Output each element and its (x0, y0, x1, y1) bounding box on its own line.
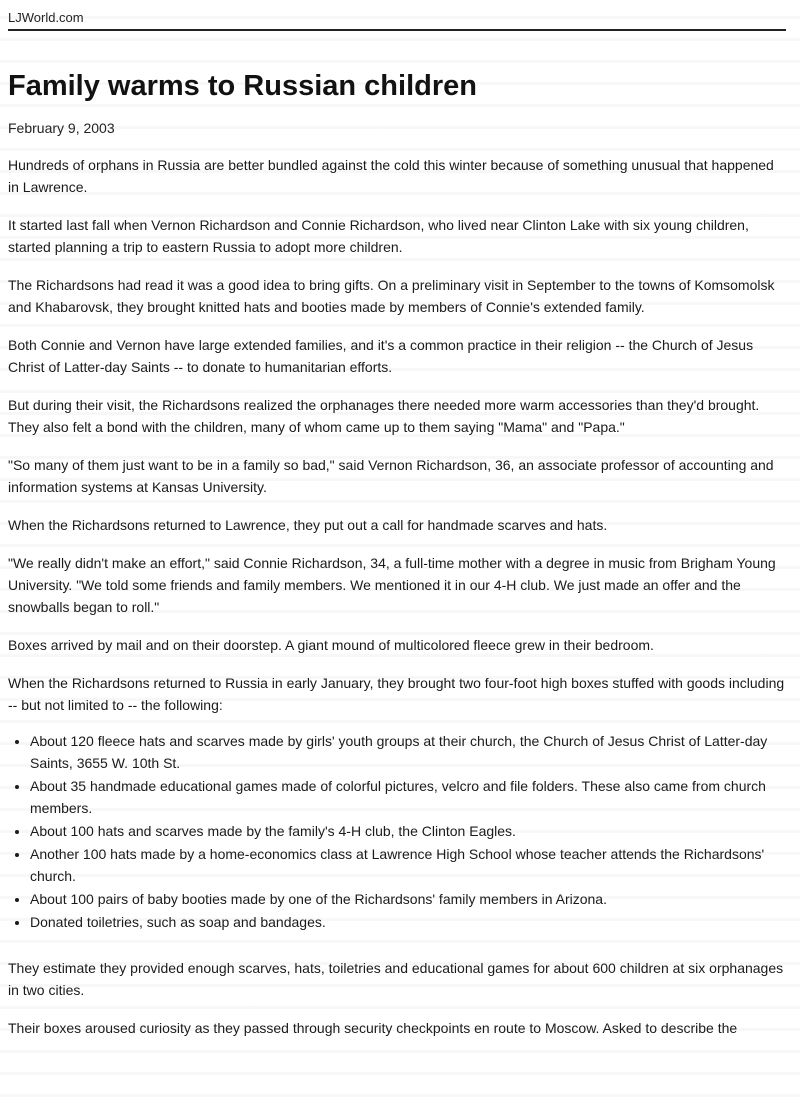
list-item: • About 120 fleece hats and scarves made by girls' youth groups at their church, the Church of Jesus Christ of Latter-day Saints, 3655 W. 10th St. (30, 730, 786, 774)
article-paragraph: "We really didn't make an effort," said Connie Richardson, 34, a full-time mother with a degree in music from Brigham Young University. "We told some friends and family members. We mentioned it in our 4-H club. We just made an offer and the snowballs began to roll." (8, 555, 776, 615)
article-paragraph: When the Richardsons returned to Lawrence, they put out a call for handmade scarves and hats. (8, 517, 608, 533)
site-name: LJWorld.com (8, 10, 84, 25)
list-item: • About 100 pairs of baby booties made by one of the Richardsons' family members in Arizona. (30, 888, 786, 910)
article-body (8, 154, 786, 1053)
article-paragraph: Both Connie and Vernon have large extended families, and it's a common practice in their religion -- the Church of Jesus Christ of Latter-day Saints -- to donate to humanitarian efforts. (8, 337, 754, 375)
article-paragraph: Their boxes aroused curiosity as they passed through security checkpoints en route to Moscow. Asked to describe the (8, 1020, 738, 1036)
article-paragraph: Hundreds of orphans in Russia are better bundled against the cold this winter because of something unusual that happened in Lawrence. (8, 157, 774, 195)
article-paragraph: They estimate they provided enough scarves, hats, toiletries and educational games for about 600 children at six orphanages in two cities. (8, 960, 784, 998)
article-paragraph: When the Richardsons returned to Russia in early January, they brought two four-foot high boxes stuffed with goods including -- but not limited to -- the following: (8, 675, 785, 713)
list-item: • Another 100 hats made by a home-economics class at Lawrence High School whose teacher attends the Richardsons' church. (30, 843, 786, 887)
article-headline: Family warms to Russian children (8, 70, 477, 102)
list-item: • About 100 hats and scarves made by the family's 4-H club, the Clinton Eagles. (30, 820, 786, 842)
article-paragraph: The Richardsons had read it was a good idea to bring gifts. On a preliminary visit in September to the towns of Komsomolsk and Khabarovsk, they brought knitted hats and booties made by members of Connie's extended family. (8, 277, 775, 315)
article-paragraph: Boxes arrived by mail and on their doorstep. A giant mound of multicolored fleece grew in their bedroom. (8, 637, 654, 653)
article-paragraph: "So many of them just want to be in a family so bad," said Vernon Richardson, 36, an associate professor of accounting and information systems at Kansas University. (8, 457, 774, 495)
article-paragraph: It started last fall when Vernon Richardson and Connie Richardson, who lived near Clinton Lake with six young children, started planning a trip to eastern Russia to adopt more children. (8, 217, 749, 255)
donation-list (8, 730, 786, 933)
list-item: • Donated toiletries, such as soap and bandages. (30, 911, 786, 933)
article-paragraph: But during their visit, the Richardsons realized the orphanages there needed more warm accessories than they'd brought. They also felt a bond with the children, many of whom came up to them saying "Mama" and "Papa." (8, 397, 760, 435)
list-item: • About 35 handmade educational games made of colorful pictures, velcro and file folders. These also came from church members. (30, 775, 786, 819)
article-date: February 9, 2003 (8, 120, 115, 136)
header-divider (8, 29, 786, 31)
